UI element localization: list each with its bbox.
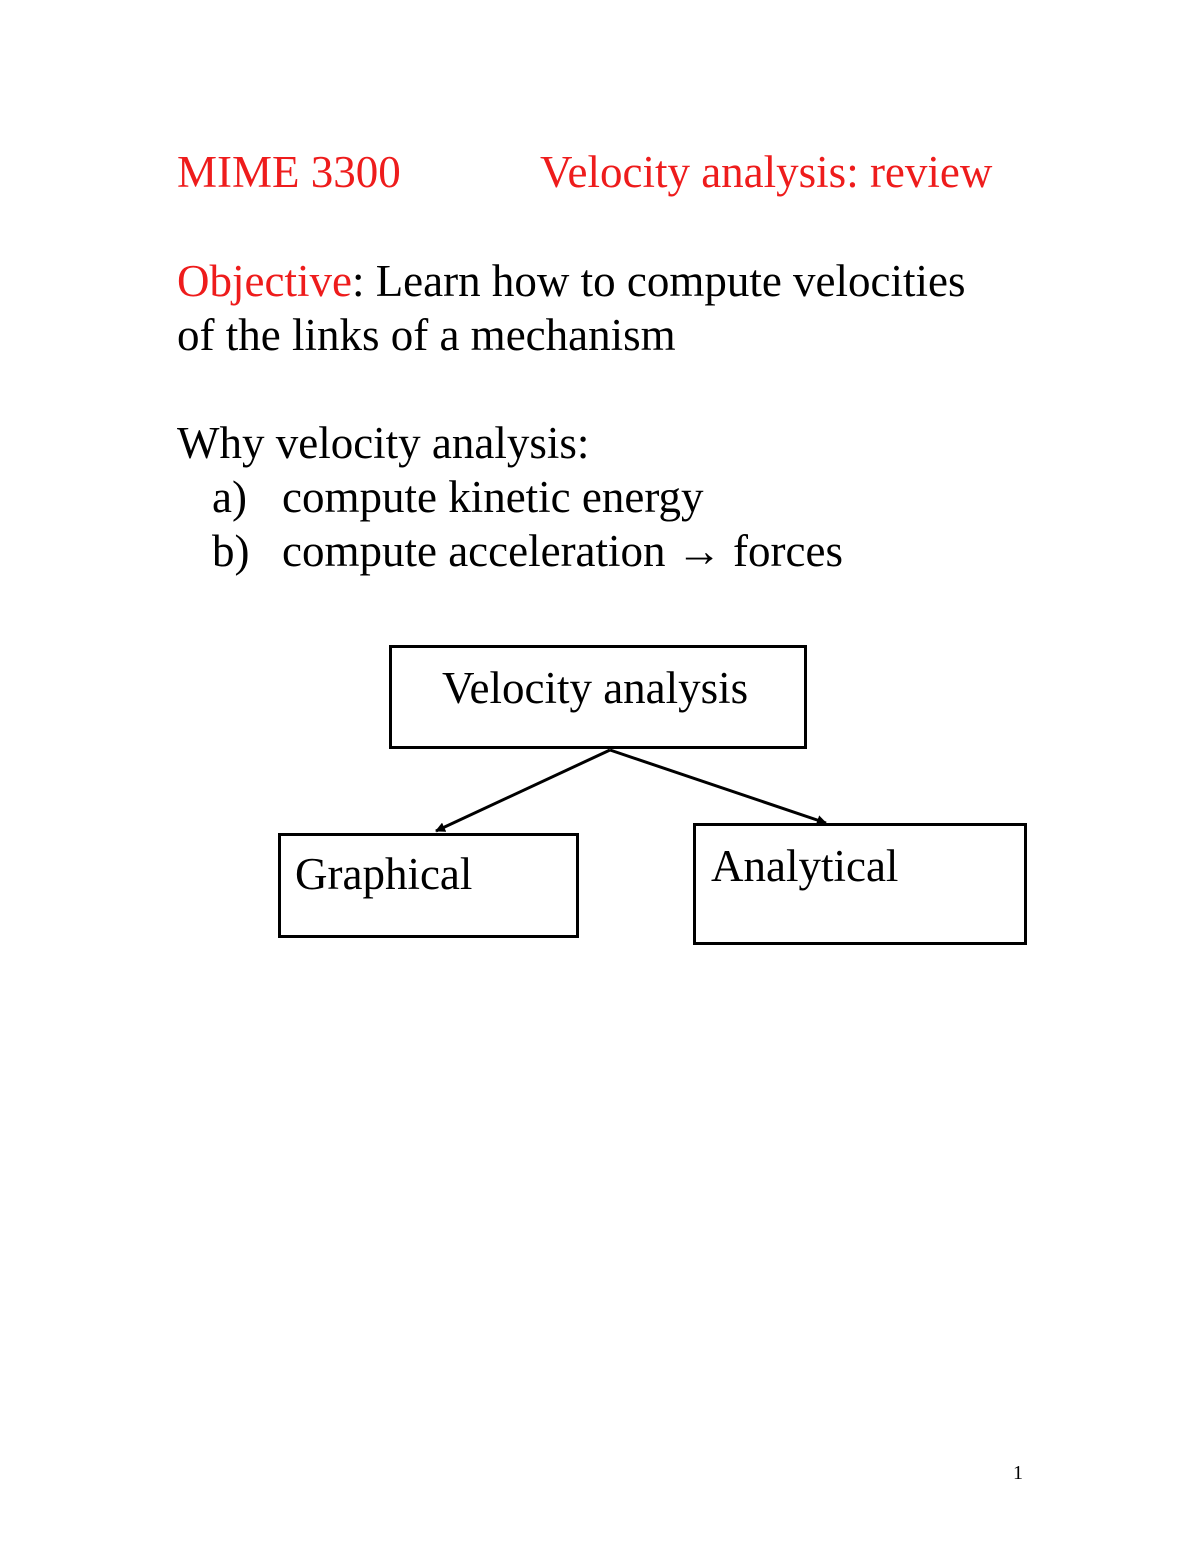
page-title: Velocity analysis: review bbox=[540, 147, 993, 197]
analytical-label: Analytical bbox=[711, 841, 899, 891]
arrow-to-analytical bbox=[610, 750, 826, 823]
analytical-box bbox=[693, 823, 1027, 945]
graphical-box bbox=[278, 833, 579, 938]
objective-line-2: of the links of a mechanism bbox=[177, 310, 676, 360]
list-marker: b) bbox=[212, 526, 250, 576]
velocity-analysis-box bbox=[389, 645, 807, 749]
course-code: MIME 3300 bbox=[177, 147, 401, 197]
objective-label: Objective bbox=[177, 256, 352, 306]
graphical-label: Graphical bbox=[295, 849, 473, 899]
objective-text: : Learn how to compute velocities bbox=[351, 256, 966, 306]
why-heading: Why velocity analysis: bbox=[177, 418, 590, 468]
velocity-analysis-label: Velocity analysis bbox=[442, 663, 749, 713]
arrow-to-graphical bbox=[436, 750, 610, 831]
page-number: 1 bbox=[1013, 1462, 1023, 1484]
list-item-text: compute kinetic energy bbox=[282, 472, 704, 522]
list-item-text: compute acceleration → forces bbox=[282, 526, 843, 576]
list-marker: a) bbox=[212, 472, 247, 522]
